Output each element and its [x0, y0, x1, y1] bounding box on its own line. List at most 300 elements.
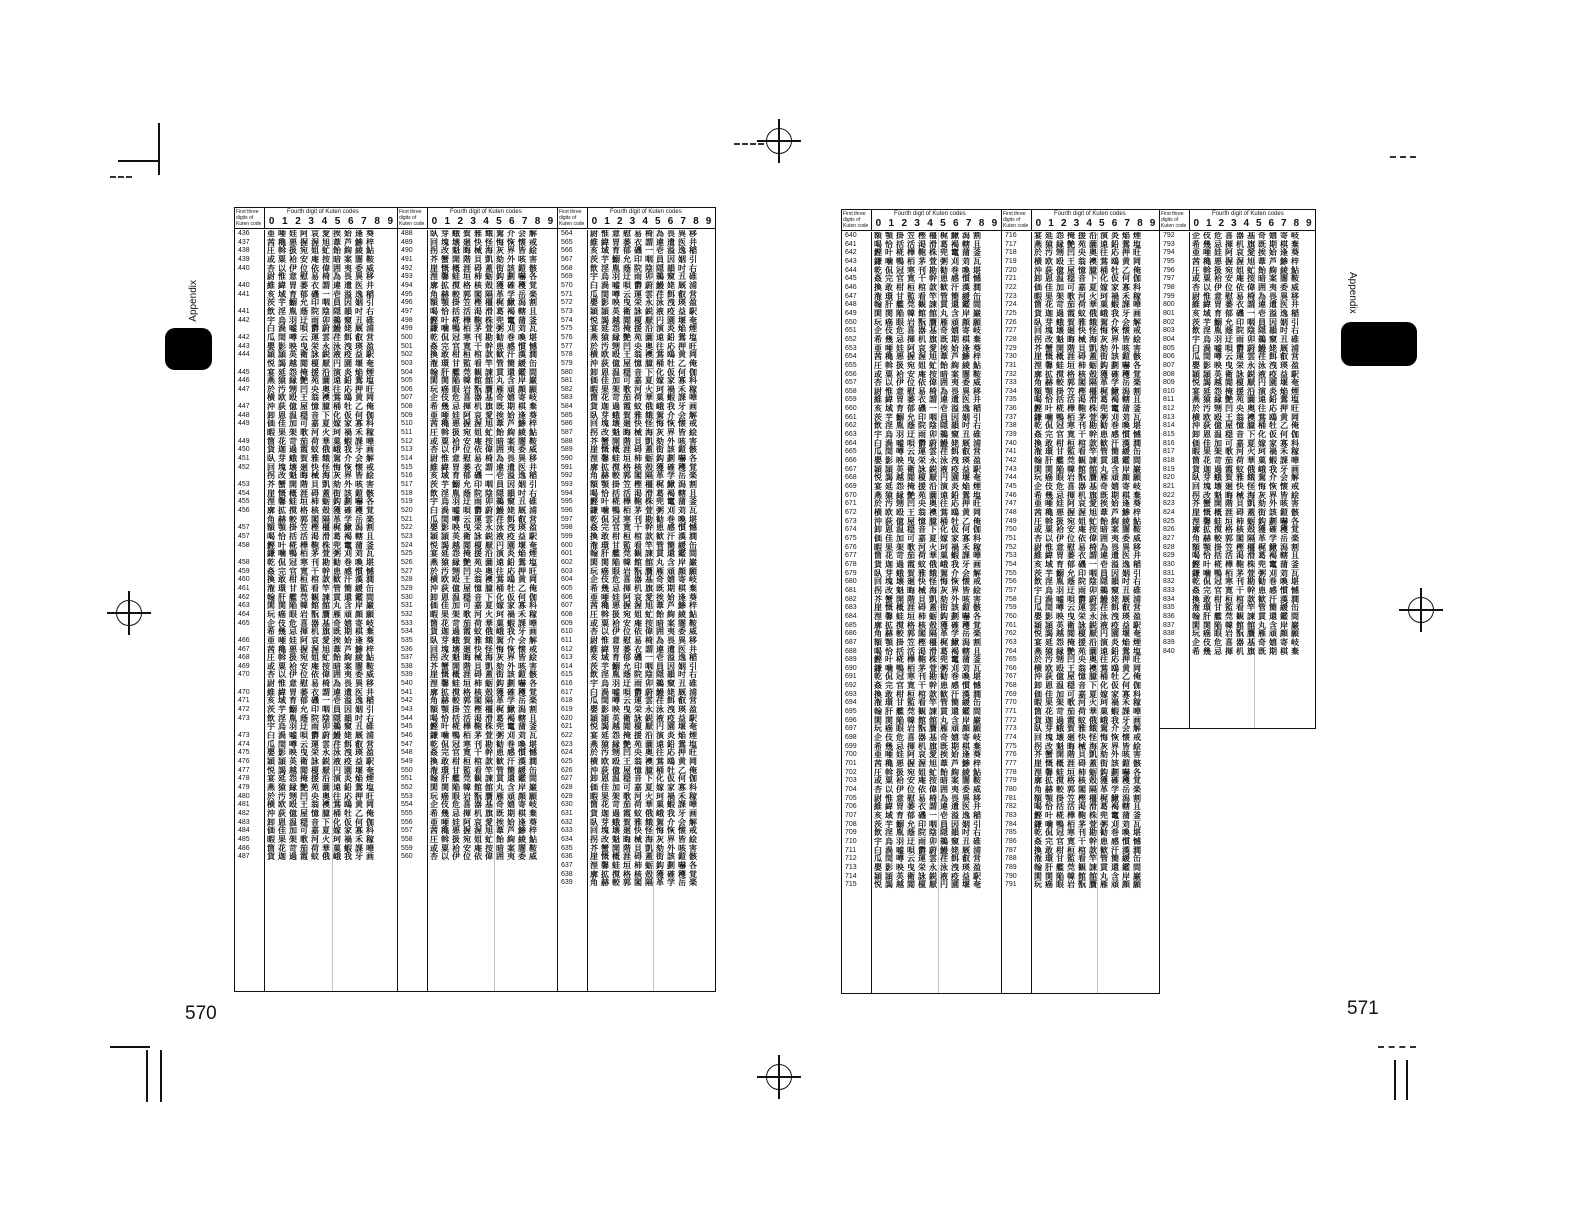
kuten-code: 808 — [1163, 370, 1175, 378]
kuten-code — [238, 472, 264, 481]
kuten-code: 457 — [238, 524, 250, 532]
kuten-code: 638 — [561, 870, 573, 878]
kuten-code: 467 — [238, 645, 250, 653]
kuten-code: 552 — [401, 784, 413, 791]
kanji-grid: 企伎危喜器基奇嬉寄岐 希幾忌揮机旗既期棋棄 亜唖娃阿哀愛挨姶逢葵 茜穐悪握渥旭葦芦鯵梓 圧斡扱宛姐虻飴絢綾鮎 或粟袷安庵按暗案闇鞍 杏以伊位依偉囲夷委威 尉惟意慰易椅為畏異移 維緯胃萎衣謂違遺医井 亥域育郁磯一壱溢逸稲 茨芋鰯允印咽員因姻引 飲淫胤蔭院陰隠韻吋右 宇烏羽迂雨卯鵜窺丑碓 臼渦嘘唄欝蔚鰻姥厩浦 瓜閏噂云運雲荏餌叡営 嬰影映曳栄永泳洩瑛盈 穎頴英衛詠鋭液疫益駅 悦謁越閲榎厭円園堰奄 宴延怨掩援沿演炎焔煙 燕猿縁艶苑薗遠鉛鴛塩 於汚甥凹央奥往応押旺 横欧殴王翁襖鴬鴎黄岡 沖荻億屋憶臆桶牡乙俺 卸恩温穏音下化仮何伽 価佳加可嘉夏嫁家寡科 暇果架歌河火珂禍禾稼 箇花苛茄荷華菓蝦課嘩 貨迦過霞蚊俄峨我牙画 臥芽蛾賀雅餓駕介会解 回塊壊廻快怪悔恢懐戒 拐改魁晦械海灰界皆絵 芥蟹開階貝凱劾外咳害 崖慨概涯碍蓋街該鎧骸 浬馨蛙垣柿蛎鈎劃嚇各 廓拡撹格核殻獲確穫覚 角赫較郭閣隔革学岳楽 額顎掛笠樫橿梶鰍潟割 喝恰括活渇滑葛褐轄且 鰹叶椛樺鞄株兜竃蒲釜 鎌噛鴨栢茅萱粥刈苅瓦 乾侃冠寒刊勘勧巻喚堪 姦完官寛干幹患感慣憾 換敢柑桓棺款歓汗漢澗 潅環甘監看竿管簡緩缶 翰肝艦莞観諌貫還鑑間 閑関陥韓館舘丸含岸巌 玩癌眼岩翫贋雁頑顔願 企伎危喜器基奇嬉寄岐 希幾忌揮机旗既期棋棄 — [1192, 232, 1302, 656]
first-digits-label: First three digits of Kuten code — [558, 208, 588, 228]
kuten-code: 744 — [1005, 474, 1017, 482]
kuten-code: 751 — [1005, 534, 1017, 542]
kuten-code: 738 — [1005, 422, 1017, 430]
kuten-code: 720 — [1005, 266, 1017, 274]
kuten-code: 668 — [845, 474, 857, 482]
kuten-code: 530 — [401, 593, 413, 601]
digit-header: 1 — [888, 218, 895, 229]
fourth-digit-title: Fourth digit of Kuten codes — [1212, 211, 1284, 217]
kuten-code: 456 — [238, 507, 250, 514]
kuten-code: 687 — [845, 638, 857, 646]
kuten-code: 660 — [845, 405, 857, 413]
kuten-code: 652 — [845, 335, 857, 343]
kuten-code: 746 — [1005, 491, 1017, 499]
kuten-code: 632 — [561, 818, 573, 826]
digit-header: 9 — [1149, 218, 1156, 229]
kuten-code: 485 — [238, 835, 250, 843]
thumb-tab — [1341, 322, 1417, 366]
digit-header: 7 — [521, 216, 528, 227]
kuten-code: 796 — [1163, 266, 1175, 274]
kuten-code: 728 — [1005, 335, 1017, 343]
kuten-code — [238, 429, 264, 438]
digit-header: 3 — [914, 218, 920, 229]
kuten-code: 505 — [401, 377, 413, 385]
kuten-code: 441 — [238, 307, 250, 315]
kuten-code: 718 — [1005, 249, 1017, 257]
kuten-code: 544 — [401, 714, 413, 722]
kuten-code: 745 — [1005, 483, 1017, 491]
kuten-code: 715 — [845, 881, 857, 889]
kuten-code: 476 — [238, 758, 250, 766]
kuten-code: 556 — [401, 818, 413, 826]
kuten-code: 510 — [401, 420, 413, 428]
kuten-code: 493 — [401, 273, 413, 281]
kuten-code: 826 — [1163, 526, 1175, 534]
kuten-code: 458 — [238, 541, 250, 549]
kuten-code: 685 — [845, 621, 857, 629]
digit-header: 7 — [1124, 218, 1130, 229]
kuten-code: 484 — [238, 827, 250, 835]
kuten-code: 605 — [561, 584, 573, 592]
kuten-code: 732 — [1005, 370, 1017, 378]
kuten-code: 465 — [238, 619, 250, 627]
kuten-code: 626 — [561, 766, 573, 774]
kuten-code: 636 — [561, 853, 573, 861]
kuten-code: 707 — [845, 811, 857, 819]
crop-mark — [146, 1050, 148, 1102]
kuten-code: 676 — [845, 543, 857, 551]
kuten-code: 502 — [401, 351, 413, 359]
kuten-code-column — [235, 230, 265, 991]
kuten-code: 725 — [1005, 309, 1017, 317]
kuten-code: 487 — [238, 853, 250, 861]
kuten-code-column — [558, 230, 588, 991]
kuten-code: 650 — [845, 318, 857, 326]
kuten-code: 784 — [1005, 820, 1017, 828]
kuten-table — [557, 207, 716, 992]
kuten-code: 553 — [401, 792, 413, 800]
kuten-code: 635 — [561, 844, 573, 852]
kuten-code: 504 — [401, 368, 413, 376]
kuten-code: 681 — [845, 586, 857, 594]
kuten-code: 452 — [238, 463, 250, 471]
kuten-code: 513 — [401, 446, 413, 454]
digit-header: 1 — [604, 216, 610, 227]
kuten-code: 776 — [1005, 751, 1017, 759]
kuten-code: 602 — [561, 558, 573, 566]
kuten-code: 445 — [238, 368, 250, 376]
kuten-code: 587 — [561, 429, 573, 437]
page-number: 571 — [1347, 998, 1379, 1019]
kuten-code: 623 — [561, 740, 573, 748]
kuten-code: 739 — [1005, 431, 1017, 439]
kuten-code: 825 — [1163, 517, 1175, 525]
kuten-code: 805 — [1163, 344, 1175, 352]
kanji-grid: 亜唖娃阿哀愛挨姶逢葵 茜穐悪握渥旭葦芦鯵梓 圧斡扱宛姐虻飴絢綾鮎 或粟袷安庵按暗案闇鞍 杏以伊位依偉囲夷委威 尉惟意慰易椅為畏異移 維緯胃萎衣謂違遺医井 亥域育郁磯一壱溢逸稲 茨芋鰯允印咽員因姻引 飲淫胤蔭院陰隠韻吋右 宇烏羽迂雨卯鵜窺丑碓 臼渦嘘唄欝蔚鰻姥厩浦 瓜閏噂云運雲荏餌叡営 嬰影映曳栄永泳洩瑛盈 穎頴英衛詠鋭液疫益駅 悦謁越閲榎厭円園堰奄 宴延怨掩援沿演炎焔煙 燕猿縁艶苑薗遠鉛鴛塩 於汚甥凹央奥往応押旺 横欧殴王翁襖鴬鴎黄岡 沖荻億屋憶臆桶牡乙俺 卸恩温穏音下化仮何伽 価佳加可嘉夏嫁家寡科 暇果架歌河火珂禍禾稼 箇花苛茄荷華菓蝦課嘩 貨迦過霞蚊俄峨我牙画 臥芽蛾賀雅餓駕介会解 回塊壊廻快怪悔恢懐戒 拐改魁晦械海灰界皆絵 芥蟹開階貝凱劾外咳害 崖慨概涯碍蓋街該鎧骸 浬馨蛙垣柿蛎鈎劃嚇各 廓拡撹格核殻獲確穫覚 角赫較郭閣隔革学岳楽 額顎掛笠樫橿梶鰍潟割 喝恰括活渇滑葛褐轄且 鰹叶椛樺鞄株兜竃蒲釜 鎌噛鴨栢茅萱粥刈苅瓦 乾侃冠寒刊勘勧巻喚堪 姦完官寛干幹患感慣憾 換敢柑桓棺款歓汗漢澗 潅環甘監看竿管簡緩缶 翰肝艦莞観諌貫還鑑間 閑関陥韓館舘丸含岸巌 玩癌眼岩翫贋雁頑顔願 企伎危喜器基奇嬉寄岐 希幾忌揮机旗既期棋棄 亜唖娃阿哀愛挨姶逢葵 茜穐悪握渥旭葦芦鯵梓 圧斡扱宛姐虻飴絢綾鮎 或粟袷安庵按暗案闇鞍 杏以伊位依偉囲夷委威 尉惟意慰易椅為畏異移 維緯胃萎衣謂違遺医井 亥域育郁磯一壱溢逸稲 茨芋鰯允印咽員因姻引 飲淫胤蔭院陰隠韻吋右 宇烏羽迂雨卯鵜窺丑碓 臼渦嘘唄欝蔚鰻姥厩浦 瓜閏噂云運雲荏餌叡営 嬰影映曳栄永泳洩瑛盈 穎頴英衛詠鋭液疫益駅 悦謁越閲榎厭円園堰奄 宴延怨掩援沿演炎焔煙 燕猿縁艶苑薗遠鉛鴛塩 於汚甥凹央奥往応押旺 横欧殴王翁襖鴬鴎黄岡 沖荻億屋憶臆桶牡乙俺 卸恩温穏音下化仮何伽 価佳加可嘉夏嫁家寡科 暇果架歌河火珂禍禾稼 箇花苛茄荷華菓蝦課嘩 貨迦過霞蚊俄峨我牙画 — [267, 230, 377, 862]
kuten-code: 723 — [1005, 292, 1017, 300]
kuten-code: 569 — [561, 273, 573, 281]
kuten-code: 816 — [1163, 439, 1175, 447]
kuten-code: 790 — [1005, 872, 1017, 880]
kuten-code: 472 — [238, 706, 250, 714]
kuten-code: 535 — [401, 636, 413, 644]
kuten-code: 474 — [238, 740, 250, 748]
kuten-code: 763 — [1005, 638, 1017, 646]
digit-header: 1 — [1048, 218, 1054, 229]
side-label-appendix: Appendix — [188, 280, 199, 322]
kuten-code: 608 — [561, 610, 573, 618]
digit-header: 9 — [705, 216, 712, 227]
kuten-code: 457 — [238, 532, 250, 540]
kuten-code: 651 — [845, 327, 857, 335]
fourth-digit-title: Fourth digit of Kuten codes — [894, 211, 966, 217]
kuten-code: 743 — [1005, 465, 1017, 473]
kuten-code — [238, 680, 264, 689]
kuten-code: 817 — [1163, 448, 1175, 456]
kuten-code: 567 — [561, 255, 573, 263]
kuten-code: 593 — [561, 481, 573, 489]
kuten-code: 833 — [1163, 586, 1175, 594]
kuten-code: 619 — [561, 706, 573, 714]
kuten-code: 803 — [1163, 327, 1175, 335]
kuten-code: 731 — [1005, 361, 1017, 369]
kuten-code-column — [1160, 232, 1190, 728]
column-separator — [938, 232, 939, 993]
kuten-code: 584 — [561, 403, 573, 411]
kuten-code: 522 — [401, 524, 413, 532]
kuten-code: 512 — [401, 437, 413, 445]
digit-header: 2 — [295, 216, 301, 227]
kuten-code: 735 — [1005, 396, 1017, 404]
kuten-code: 494 — [401, 281, 413, 289]
kuten-code: 742 — [1005, 457, 1017, 465]
kuten-code: 690 — [845, 664, 857, 672]
kuten-code: 520 — [401, 507, 413, 514]
kuten-code: 503 — [401, 359, 413, 367]
kuten-code: 748 — [1005, 509, 1017, 516]
column-separator — [1254, 232, 1255, 728]
crop-mark — [1390, 156, 1416, 158]
kuten-code: 568 — [561, 264, 573, 272]
kuten-code: 458 — [238, 558, 250, 566]
kuten-code: 702 — [845, 768, 857, 776]
kuten-code: 838 — [1163, 630, 1175, 638]
kuten-code: 574 — [561, 316, 573, 324]
kuten-code: 453 — [238, 481, 250, 489]
kuten-code: 468 — [238, 654, 250, 662]
kuten-code: 655 — [845, 361, 857, 369]
kuten-code: 595 — [561, 498, 573, 506]
kuten-code: 741 — [1005, 448, 1017, 456]
first-digits-label: First three digits of Kuten code — [398, 208, 428, 228]
kuten-code: 774 — [1005, 734, 1017, 742]
kuten-code: 521 — [401, 515, 413, 523]
crop-mark — [158, 123, 160, 175]
kuten-code: 659 — [845, 396, 857, 404]
kuten-code: 661 — [845, 413, 857, 421]
kuten-code: 672 — [845, 509, 857, 516]
kuten-code: 703 — [845, 777, 857, 785]
digit-header: 5 — [1099, 218, 1105, 229]
kuten-code: 761 — [1005, 621, 1017, 629]
kuten-code — [238, 299, 264, 308]
kuten-code: 508 — [401, 403, 413, 411]
column-separator — [494, 230, 495, 991]
kuten-table — [1159, 209, 1316, 729]
kuten-code: 526 — [401, 558, 413, 566]
kuten-code: 717 — [1005, 240, 1017, 248]
kuten-code: 641 — [845, 240, 857, 248]
kuten-code: 470 — [238, 671, 250, 679]
kuten-code: 599 — [561, 532, 573, 540]
kuten-code: 785 — [1005, 829, 1017, 837]
thumb-tab — [165, 328, 212, 370]
kuten-code: 469 — [238, 662, 250, 670]
kuten-code: 646 — [845, 283, 857, 291]
kuten-code: 693 — [845, 690, 857, 698]
crop-mark — [110, 1046, 150, 1048]
kuten-code: 713 — [845, 863, 857, 871]
kuten-code: 719 — [1005, 257, 1017, 265]
kuten-code: 564 — [561, 230, 573, 237]
fourth-digit-title: Fourth digit of Kuten codes — [1054, 211, 1126, 217]
kuten-code: 640 — [845, 232, 857, 239]
kuten-code: 760 — [1005, 612, 1017, 620]
kuten-code: 740 — [1005, 439, 1017, 447]
kuten-code: 464 — [238, 610, 250, 618]
kuten-code: 758 — [1005, 595, 1017, 603]
kuten-code: 480 — [238, 792, 250, 800]
digit-header: 1 — [444, 216, 451, 227]
kuten-code: 807 — [1163, 361, 1175, 369]
crop-mark — [118, 160, 160, 162]
kuten-code: 447 — [238, 403, 250, 411]
kuten-code: 701 — [845, 760, 857, 768]
kuten-code: 747 — [1005, 500, 1017, 508]
kuten-code: 781 — [1005, 794, 1017, 802]
kuten-code: 771 — [1005, 708, 1017, 716]
digit-header: 5 — [496, 216, 502, 227]
kanji-grid: 尉惟意慰易椅為畏異移 維緯胃萎衣謂違遺医井 亥域育郁磯一壱溢逸稲 茨芋鰯允印咽員因姻引 飲淫胤蔭院陰隠韻吋右 宇烏羽迂雨卯鵜窺丑碓 臼渦嘘唄欝蔚鰻姥厩浦 瓜閏噂云運雲荏餌叡営 嬰影映曳栄永泳洩瑛盈 穎頴英衛詠鋭液疫益駅 悦謁越閲榎厭円園堰奄 宴延怨掩援沿演炎焔煙 燕猿縁艶苑薗遠鉛鴛塩 於汚甥凹央奥往応押旺 横欧殴王翁襖鴬鴎黄岡 沖荻億屋憶臆桶牡乙俺 卸恩温穏音下化仮何伽 価佳加可嘉夏嫁家寡科 暇果架歌河火珂禍禾稼 箇花苛茄荷華菓蝦課嘩 貨迦過霞蚊俄峨我牙画 臥芽蛾賀雅餓駕介会解 回塊壊廻快怪悔恢懐戒 拐改魁晦械海灰界皆絵 芥蟹開階貝凱劾外咳害 崖慨概涯碍蓋街該鎧骸 浬馨蛙垣柿蛎鈎劃嚇各 廓拡撹格核殻獲確穫覚 角赫較郭閣隔革学岳楽 額顎掛笠樫橿梶鰍潟割 喝恰括活渇滑葛褐轄且 鰹叶椛樺鞄株兜竃蒲釜 鎌噛鴨栢茅萱粥刈苅瓦 乾侃冠寒刊勘勧巻喚堪 姦完官寛干幹患感慣憾 換敢柑桓棺款歓汗漢澗 潅環甘監看竿管簡緩缶 翰肝艦莞観諌貫還鑑間 閑関陥韓館舘丸含岸巌 玩癌眼岩翫贋雁頑顔願 企伎危喜器基奇嬉寄岐 希幾忌揮机旗既期棋棄 亜唖娃阿哀愛挨姶逢葵 茜穐悪握渥旭葦芦鯵梓 圧斡扱宛姐虻飴絢綾鮎 或粟袷安庵按暗案闇鞍 杏以伊位依偉囲夷委威 尉惟意慰易椅為畏異移 維緯胃萎衣謂違遺医井 亥域育郁磯一壱溢逸稲 茨芋鰯允印咽員因姻引 飲淫胤蔭院陰隠韻吋右 宇烏羽迂雨卯鵜窺丑碓 臼渦嘘唄欝蔚鰻姥厩浦 瓜閏噂云運雲荏餌叡営 嬰影映曳栄永泳洩瑛盈 穎頴英衛詠鋭液疫益駅 悦謁越閲榎厭円園堰奄 宴延怨掩援沿演炎焔煙 燕猿縁艶苑薗遠鉛鴛塩 於汚甥凹央奥往応押旺 横欧殴王翁襖鴬鴎黄岡 沖荻億屋憶臆桶牡乙俺 卸恩温穏音下化仮何伽 価佳加可嘉夏嫁家寡科 暇果架歌河火珂禍禾稼 箇花苛茄荷華菓蝦課嘩 貨迦過霞蚊俄峨我牙画 臥芽蛾賀雅餓駕介会解 回塊壊廻快怪悔恢懐戒 拐改魁晦械海灰界皆絵 芥蟹開階貝凱劾外咳害 崖慨概涯碍蓋街該鎧骸 浬馨蛙垣柿蛎鈎劃嚇各 廓拡撹格核殻獲確穫覚 角赫較郭閣隔革学岳楽 — [590, 230, 700, 888]
kuten-code: 589 — [561, 446, 573, 454]
kuten-code: 473 — [238, 714, 250, 722]
kuten-code: 762 — [1005, 630, 1017, 638]
kuten-code: 446 — [238, 377, 250, 385]
kuten-code: 642 — [845, 249, 857, 257]
kuten-code: 466 — [238, 636, 250, 644]
kuten-code: 823 — [1163, 500, 1175, 508]
kuten-code: 600 — [561, 541, 573, 549]
kuten-code: 616 — [561, 680, 573, 688]
kuten-code: 828 — [1163, 543, 1175, 551]
kuten-code: 532 — [401, 610, 413, 618]
kuten-code: 442 — [238, 316, 250, 324]
kuten-code: 617 — [561, 688, 573, 696]
digit-header: 8 — [1293, 218, 1300, 229]
kuten-code: 501 — [401, 342, 413, 350]
digit-header-row — [428, 216, 557, 227]
crop-mark — [160, 1050, 162, 1102]
kuten-code: 733 — [1005, 379, 1017, 387]
kuten-code: 437 — [238, 238, 250, 246]
digit-header: 4 — [1243, 218, 1250, 229]
kuten-code: 612 — [561, 645, 573, 653]
kuten-code: 557 — [401, 827, 413, 835]
kuten-code: 555 — [401, 809, 413, 817]
kuten-code: 714 — [845, 872, 857, 880]
kuten-code: 630 — [561, 801, 573, 809]
kuten-code: 622 — [561, 732, 573, 740]
digit-header: 2 — [901, 218, 907, 229]
kuten-code: 694 — [845, 699, 857, 707]
kuten-code: 609 — [561, 619, 573, 627]
first-digits-label: First three digits of Kuten code — [235, 208, 265, 228]
digit-header: 4 — [642, 216, 648, 227]
kuten-table — [234, 207, 398, 992]
kuten-code: 611 — [561, 636, 573, 644]
kuten-code: 588 — [561, 437, 573, 445]
kuten-code: 478 — [238, 775, 250, 783]
kuten-code: 499 — [401, 325, 413, 333]
kuten-code: 451 — [238, 455, 250, 463]
crop-mark — [110, 176, 132, 178]
kuten-code: 529 — [401, 584, 413, 592]
kuten-code: 783 — [1005, 811, 1017, 819]
kuten-code: 712 — [845, 855, 857, 863]
kuten-code: 649 — [845, 309, 857, 317]
kuten-code: 680 — [845, 578, 857, 586]
kuten-code: 692 — [845, 682, 857, 690]
digit-header: 7 — [361, 216, 367, 227]
kuten-code: 537 — [401, 654, 413, 662]
kuten-code: 590 — [561, 455, 573, 463]
digit-header: 0 — [875, 218, 882, 229]
kuten-code: 524 — [401, 541, 413, 549]
kuten-code: 444 — [238, 351, 250, 359]
kuten-code: 706 — [845, 803, 857, 811]
kuten-code: 639 — [561, 879, 573, 887]
kuten-code: 673 — [845, 517, 857, 525]
kuten-code: 543 — [401, 706, 413, 714]
kuten-code: 581 — [561, 377, 573, 385]
column-separator — [1097, 232, 1098, 993]
digit-header: 5 — [1255, 218, 1262, 229]
kuten-code: 757 — [1005, 586, 1017, 594]
kuten-code: 511 — [401, 429, 413, 437]
kuten-code: 518 — [401, 489, 413, 497]
kuten-code: 809 — [1163, 379, 1175, 387]
kuten-code: 621 — [561, 723, 573, 731]
kuten-code: 665 — [845, 448, 857, 456]
kuten-code: 679 — [845, 569, 857, 577]
kuten-code: 810 — [1163, 387, 1175, 395]
kuten-code: 531 — [401, 602, 413, 610]
digit-header: 3 — [629, 216, 636, 227]
kuten-code: 580 — [561, 368, 573, 376]
kuten-code: 779 — [1005, 777, 1017, 785]
kuten-code-column — [398, 230, 428, 991]
kuten-code: 696 — [845, 716, 857, 724]
kuten-code: 815 — [1163, 431, 1175, 439]
kuten-code — [238, 394, 264, 403]
kuten-code: 750 — [1005, 526, 1017, 534]
kuten-table — [1001, 209, 1160, 994]
kuten-code: 709 — [845, 829, 857, 837]
kuten-code: 787 — [1005, 846, 1017, 854]
digit-header: 6 — [1111, 218, 1118, 229]
kuten-code: 699 — [845, 742, 857, 750]
kuten-code: 629 — [561, 792, 573, 800]
digit-header: 0 — [591, 216, 598, 227]
digit-header: 9 — [547, 216, 554, 227]
kuten-code — [238, 628, 264, 637]
kuten-code: 675 — [845, 534, 857, 542]
digit-header-row — [588, 216, 715, 227]
kuten-code: 800 — [1163, 301, 1175, 309]
digit-header: 7 — [965, 218, 972, 229]
kuten-code: 495 — [401, 290, 413, 298]
kuten-code: 515 — [401, 463, 413, 471]
kuten-code: 565 — [561, 238, 573, 246]
side-label-appendix: Appendix — [1347, 272, 1358, 314]
kuten-code: 628 — [561, 784, 573, 791]
kuten-code: 682 — [845, 595, 857, 603]
kuten-code: 592 — [561, 472, 573, 480]
kuten-code: 490 — [401, 247, 413, 255]
digit-header: 2 — [616, 216, 623, 227]
kuten-code: 708 — [845, 820, 857, 828]
fourth-digit-title: Fourth digit of Kuten codes — [287, 209, 359, 215]
kuten-code: 802 — [1163, 318, 1175, 326]
kuten-code: 606 — [561, 593, 573, 601]
kuten-code: 624 — [561, 749, 573, 757]
kuten-code: 835 — [1163, 604, 1175, 612]
fourth-digit-title: Fourth digit of Kuten codes — [610, 209, 682, 215]
kuten-code: 818 — [1163, 457, 1175, 465]
kuten-code: 722 — [1005, 283, 1017, 291]
kuten-code: 756 — [1005, 578, 1017, 586]
kuten-code: 698 — [845, 734, 857, 742]
digit-header: 8 — [534, 216, 541, 227]
kuten-code: 811 — [1163, 396, 1175, 404]
kuten-code: 664 — [845, 439, 857, 447]
kuten-code: 726 — [1005, 318, 1017, 326]
digit-header: 2 — [1060, 218, 1067, 229]
digit-header: 9 — [1305, 218, 1312, 229]
kuten-code: 448 — [238, 411, 250, 419]
kuten-code: 705 — [845, 794, 857, 802]
kuten-code: 596 — [561, 507, 573, 514]
kuten-code: 684 — [845, 612, 857, 620]
kuten-code: 734 — [1005, 387, 1017, 395]
kuten-code: 840 — [1163, 647, 1175, 655]
kuten-code: 792 — [1163, 232, 1175, 239]
kuten-code: 671 — [845, 500, 857, 508]
kuten-code: 691 — [845, 673, 857, 681]
kuten-code: 578 — [561, 351, 573, 359]
digit-header: 4 — [927, 218, 933, 229]
kanji-grid: 臥芽蛾賀雅餓駕介会解 回塊壊廻快怪悔恢懐戒 拐改魁晦械海灰界皆絵 芥蟹開階貝凱劾外咳害 崖慨概涯碍蓋街該鎧骸 浬馨蛙垣柿蛎鈎劃嚇各 廓拡撹格核殻獲確穫覚 角赫較郭閣隔革学岳楽 額顎掛笠樫橿梶鰍潟割 喝恰括活渇滑葛褐轄且 鰹叶椛樺鞄株兜竃蒲釜 鎌噛鴨栢茅萱粥刈苅瓦 乾侃冠寒刊勘勧巻喚堪 姦完官寛干幹患感慣憾 換敢柑桓棺款歓汗漢澗 潅環甘監看竿管簡緩缶 翰肝艦莞観諌貫還鑑間 閑関陥韓館舘丸含岸巌 玩癌眼岩翫贋雁頑顔願 企伎危喜器基奇嬉寄岐 希幾忌揮机旗既期棋棄 亜唖娃阿哀愛挨姶逢葵 茜穐悪握渥旭葦芦鯵梓 圧斡扱宛姐虻飴絢綾鮎 或粟袷安庵按暗案闇鞍 杏以伊位依偉囲夷委威 尉惟意慰易椅為畏異移 維緯胃萎衣謂違遺医井 亥域育郁磯一壱溢逸稲 茨芋鰯允印咽員因姻引 飲淫胤蔭院陰隠韻吋右 宇烏羽迂雨卯鵜窺丑碓 臼渦嘘唄欝蔚鰻姥厩浦 瓜閏噂云運雲荏餌叡営 嬰影映曳栄永泳洩瑛盈 穎頴英衛詠鋭液疫益駅 悦謁越閲榎厭円園堰奄 宴延怨掩援沿演炎焔煙 燕猿縁艶苑薗遠鉛鴛塩 於汚甥凹央奥往応押旺 横欧殴王翁襖鴬鴎黄岡 沖荻億屋憶臆桶牡乙俺 卸恩温穏音下化仮何伽 価佳加可嘉夏嫁家寡科 暇果架歌河火珂禍禾稼 箇花苛茄荷華菓蝦課嘩 貨迦過霞蚊俄峨我牙画 臥芽蛾賀雅餓駕介会解 回塊壊廻快怪悔恢懐戒 拐改魁晦械海灰界皆絵 芥蟹開階貝凱劾外咳害 崖慨概涯碍蓋街該鎧骸 浬馨蛙垣柿蛎鈎劃嚇各 廓拡撹格核殻獲確穫覚 角赫較郭閣隔革学岳楽 額顎掛笠樫橿梶鰍潟割 喝恰括活渇滑葛褐轄且 鰹叶椛樺鞄株兜竃蒲釜 鎌噛鴨栢茅萱粥刈苅瓦 乾侃冠寒刊勘勧巻喚堪 姦完官寛干幹患感慣憾 換敢柑桓棺款歓汗漢澗 潅環甘監看竿管簡緩缶 翰肝艦莞観諌貫還鑑間 閑関陥韓館舘丸含岸巌 玩癌眼岩翫贋雁頑顔願 企伎危喜器基奇嬉寄岐 希幾忌揮机旗既期棋棄 亜唖娃阿哀愛挨姶逢葵 茜穐悪握渥旭葦芦鯵梓 圧斡扱宛姐虻飴絢綾鮎 或粟袷安庵按暗案闇鞍 杏以伊位依偉囲夷委威 — [430, 230, 540, 862]
kuten-code: 834 — [1163, 595, 1175, 603]
kuten-code: 647 — [845, 292, 857, 300]
kuten-code: 704 — [845, 786, 857, 793]
